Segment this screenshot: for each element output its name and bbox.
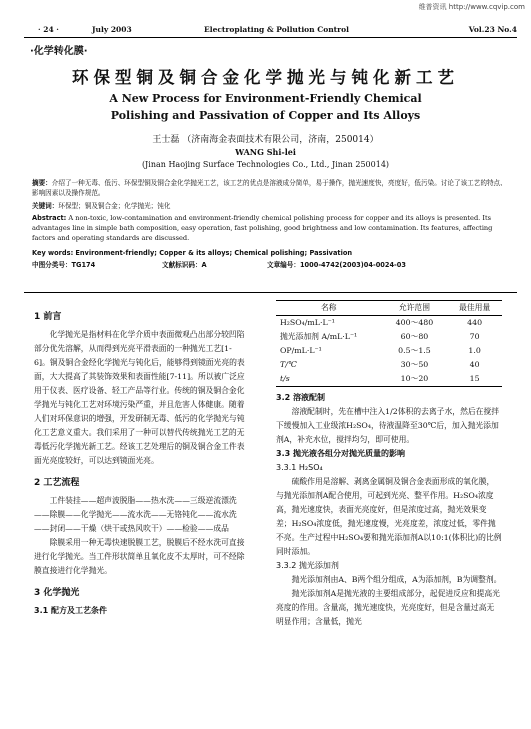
heading-formula-conditions: 3.1 配方及工艺条件	[34, 606, 107, 615]
abstract-chinese	[32, 178, 512, 198]
formula-table	[276, 300, 502, 387]
table-header-optimal: 最佳用量	[447, 301, 502, 316]
author-english: WANG Shi-lei	[235, 147, 296, 157]
abstract-en-text: A non-toxic, low-contamination and environment-friendly chemical polishing process for copper and its alloys is presented. Its advantages line in simple bath composition, easy operation, fast polishing, good brightness and low contamination. Its features, affecting factors and operating standards are discussed.	[32, 214, 493, 242]
table-cell: 60～80	[400, 332, 429, 341]
heading-process-flow: 2 工艺流程	[34, 478, 80, 488]
page-number: · 24 ·	[38, 25, 59, 34]
classification-line	[32, 260, 512, 270]
table-cell: 1.0	[468, 346, 481, 355]
keywords-en-text: Environment-friendly; Copper & its alloys; Chemical polishing; Passivation	[75, 249, 353, 257]
abstract-divider	[24, 292, 517, 293]
running-header	[24, 24, 517, 38]
heading-sulfuric-acid: 3.3.1 H₂SO₄	[276, 463, 323, 472]
paragraph-additive-a: 抛光添加剂A是抛光液的主要组成部分，起促进反应和提高光亮度的作用。含量高，抛光速度快，光亮度好，但是含量过高无明显作用；含量低，抛光	[276, 589, 500, 626]
document-code: 文献标识码：A	[162, 261, 207, 269]
table-cell: H₂SO₄/mL·L⁻¹	[280, 318, 335, 327]
issue-date: July 2003	[92, 25, 132, 34]
keywords-chinese	[32, 201, 512, 211]
title-english-line1: A New Process for Environment-Friendly Chemical	[109, 92, 422, 105]
watermark: 维普资讯 http://www.cqvip.com	[418, 3, 525, 11]
heading-component-effects: 3.3 抛光液各组分对抛光质量的影响	[276, 449, 405, 458]
paragraph-introduction: 化学抛光是指材料在化学介质中表面微观凸出部分较凹陷部分优先溶解，从而得到光亮平滑表面的一种抛光工艺[1-6]。铜及铜合金经化学抛光与钝化后，能够得到镜面光亮的表面，大大提高了其装饰效果和表面性能[7-11]。所以被广泛应用于仪表、医疗设备、轻工产品等行业。传统的铜及铜合金化学抛光与钝化工艺对环境污染严重，并且危害人体健康。随着人们对环保意识的增强，开发研制无毒、低污的化学抛光与钝化工艺意义重大。我们采用了一种可以替代传统抛光工艺的无毒低污化学抛光新工艺。经该工艺处理后的铜及铜合金工件表面光亮度较好，可以达到镜面光亮。	[34, 330, 245, 465]
table-cell: 10～20	[382, 372, 448, 387]
table-row	[276, 316, 502, 331]
paragraph-sulfuric-acid: 硫酸作用是溶解、剥离金属铜及铜合金表面形成的氧化膜，与抛光添加剂A配合使用，可起到光亮、整平作用。H₂SO₄浓度高，抛光速度快，表面光亮度好，但是浓度过高，抛光效果变差；H₂SO₄浓度低，抛光速度慢，光亮度差，浓度过低，零件抛不亮。生产过程中H₂SO₄要和抛光添加剂A以10:1(体积比)的比例同时添加。	[276, 477, 502, 556]
table-row	[276, 344, 502, 358]
keywords-english	[32, 248, 512, 258]
journal-name: Electroplating & Pollution Control	[204, 25, 349, 34]
heading-solution-preparation: 3.2 溶液配制	[276, 393, 325, 402]
table-cell: t/s	[276, 372, 382, 387]
paragraph-film-removal: 除膜采用一种无毒快速脱膜工艺，脱膜后不经水洗可直接进行化学抛光。当工件形状简单且氧化皮不太厚时，可不经除膜直接进行化学抛光。	[34, 538, 245, 575]
table-cell: 15	[447, 372, 502, 387]
table-header-row	[276, 301, 502, 316]
abstract-english	[32, 213, 512, 243]
table-cell: 抛光添加剂 A/mL·L⁻¹	[280, 332, 358, 341]
table-cell: T/℃	[280, 360, 297, 369]
process-flow-text: 工件装挂——超声波脱脂——热水洗——三级逆流漂洗——除膜——化学抛光——流水洗——无铬钝化——流水洗——封闭——干燥（烘干或热风吹干）——检验——成品	[34, 496, 237, 533]
table-row	[276, 330, 502, 344]
left-column	[34, 300, 246, 618]
article-number: 文章编号：1000-4742(2003)04-0024-03	[267, 261, 406, 269]
paragraph-solution-preparation: 溶液配制时，先在槽中注入1/2体积的去离子水，然后在搅拌下缓慢加入工业级浓H₂SO₄，待液温降至30℃后，加入抛光添加剂A，补充水位，搅拌均匀，即可使用。	[276, 407, 500, 444]
abstract-en-label: Abstract:	[32, 214, 67, 222]
table-cell: 0.5～1.5	[398, 346, 431, 355]
table-cell: 40	[469, 360, 480, 369]
section-tag: ·化学转化膜·	[30, 46, 88, 57]
table-cell: 440	[467, 318, 483, 327]
abstract-cn-text: 介绍了一种无毒、低污、环保型铜及铜合金化学抛光工艺，该工艺的优点是溶液成分简单，易于操作，抛光速度快，亮度好，低污染。讨论了该工艺的特点、影响因素以及操作规范。	[32, 179, 507, 197]
author-chinese: 王士磊 （济南海金表面技术有限公司，济南，250014）	[152, 135, 379, 145]
paragraph-additive-components: 抛光添加剂由A、B两个组分组成，A为添加剂，B为调整剂。	[291, 575, 502, 584]
table-row	[276, 358, 502, 372]
table-row	[276, 372, 502, 387]
table-cell: 30～50	[400, 360, 429, 369]
keywords-cn-label: 关键词：	[32, 202, 59, 210]
keywords-en-label: Key words:	[32, 249, 74, 257]
table-header-range: 允许范围	[382, 301, 448, 316]
heading-introduction: 1 前言	[34, 312, 62, 322]
title-chinese: 环保型铜及铜合金化学抛光与钝化新工艺	[72, 68, 459, 87]
table-header-name: 名称	[276, 301, 382, 316]
abstract-cn-label: 摘要：	[32, 179, 52, 187]
clc-number: 中图分类号：TG174	[32, 261, 96, 269]
right-column	[276, 300, 502, 629]
affiliation-english: (Jinan Haojing Surface Technologies Co., Ltd., Jinan 250014)	[141, 160, 390, 169]
table-cell: OP/mL·L⁻¹	[280, 346, 322, 355]
table-cell: 400～480	[395, 318, 434, 327]
title-english-line2: Polishing and Passivation of Copper and Its Alloys	[110, 109, 421, 122]
volume-issue: Vol.23 No.4	[468, 25, 517, 34]
heading-polishing-additive: 3.3.2 抛光添加剂	[276, 561, 339, 570]
keywords-cn-text: 环保型；铜及铜合金；化学抛光；钝化	[58, 202, 171, 210]
heading-chemical-polishing: 3 化学抛光	[34, 588, 80, 598]
table-cell: 70	[469, 332, 480, 341]
